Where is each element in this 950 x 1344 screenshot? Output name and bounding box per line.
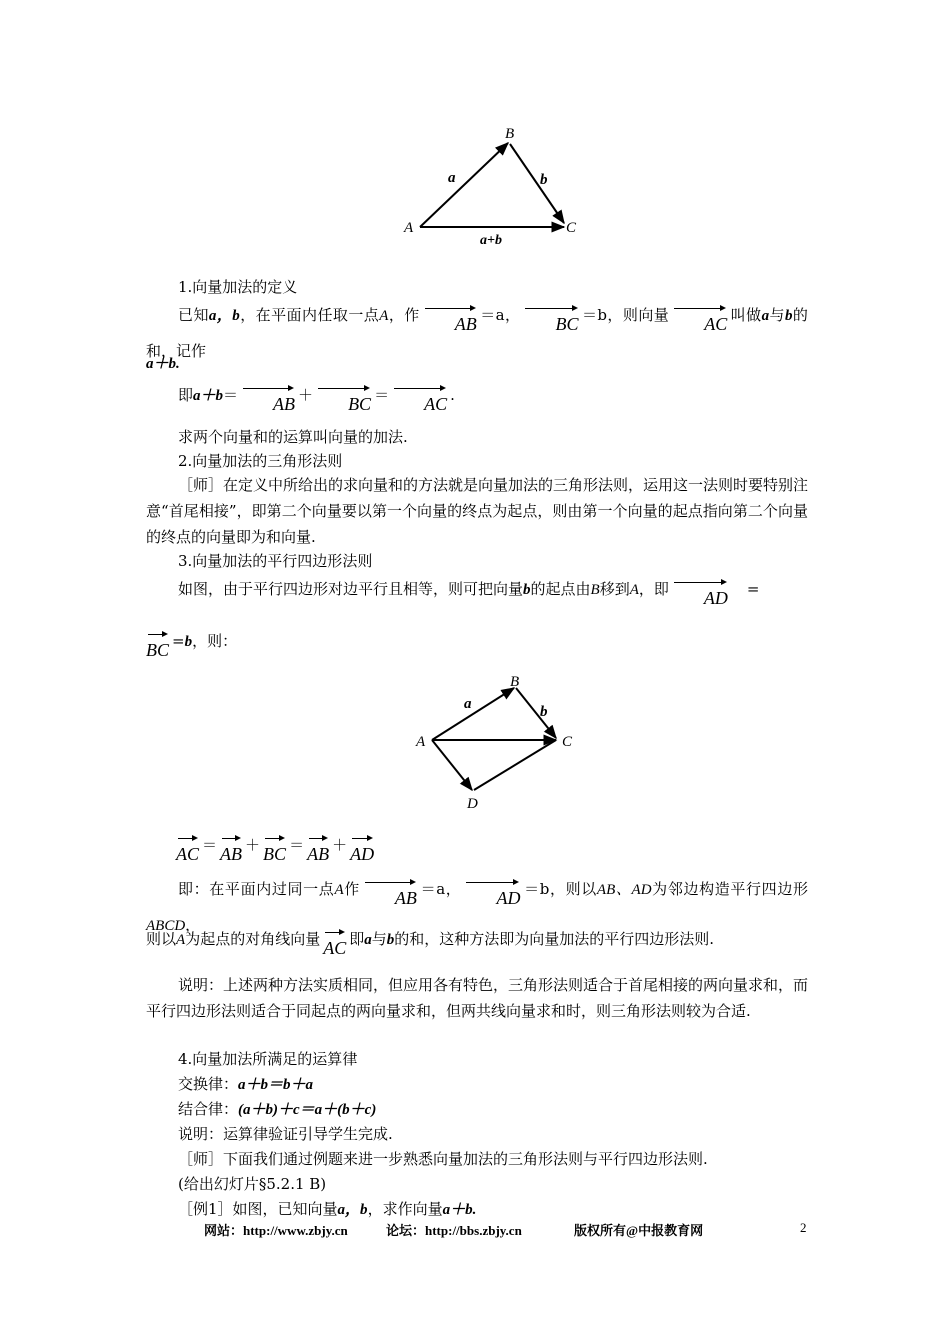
associative-law: 结合律：(a＋b)＋c＝a＋(b＋c) xyxy=(178,1100,377,1118)
point-label-C: C xyxy=(566,220,577,236)
parallelogram-rule-figure xyxy=(410,672,590,817)
label-sum: a+b xyxy=(480,233,502,245)
vector-BC: BC xyxy=(523,306,578,334)
example-1: ［例1］如图，已知向量a，b，求作向量a＋b. xyxy=(178,1200,477,1218)
footer-forum-link[interactable]: 论坛：http://bbs.zbjy.cn xyxy=(386,1223,522,1238)
sec3-line2: BC =b，则： xyxy=(146,632,238,660)
sec3-line1: 如图，由于平行四边形对边平行且相等，则可把向量b的起点由B移到A，即 AD = xyxy=(178,580,760,608)
footer-site-link[interactable]: 网站：http://www.zbjy.cn xyxy=(204,1223,348,1238)
slide-note: (给出幻灯片§5.2.1 B) xyxy=(178,1175,327,1193)
svg-text:a: a xyxy=(464,696,472,712)
sec1-definition-line1: 已知a，b，在平面内任取一点A，作 AB ＝a， BC ＝b，则向量 AC 叫做a与b的和，记作 xyxy=(146,306,808,360)
point-label-B: B xyxy=(505,126,515,142)
svg-text:A: A xyxy=(416,734,426,750)
teacher-remark: ［师］下面我们通过例题来进一步熟悉向量加法的三角形法则与平行四边形法则. xyxy=(178,1150,708,1168)
note-comparison: 说明：上述两种方法实质相同，但应用各有特色，三角形法则适合于首尾相接的两向量求和，而平行四边形法则适合于同起点的两向量求和，但两共线向量求和时，则三角形法则较为合适. xyxy=(146,976,809,1020)
triangle-rule-figure xyxy=(400,120,590,245)
sec2-text: ［师］在定义中所给出的求向量和的方法就是向量加法的三角形法则，运用这一法则时要特别注意“首尾相接”，即第二个向量要以第一个向量的终点为起点，则由第一个向量的起点指向第二个向量的终点的向量即为和向量. xyxy=(146,476,809,546)
sec1-definition-line2: a＋b. xyxy=(146,356,180,372)
sec1-title: 1.向量加法的定义 xyxy=(178,278,298,296)
sec2-title: 2.向量加法的三角形法则 xyxy=(178,452,343,470)
sec3b-line2: 则以A为起点的对角线向量 AC 即a与b的和，这种方法即为向量加法的平行四边形法则. xyxy=(146,930,715,958)
svg-text:D: D xyxy=(467,796,478,812)
page-number: 2 xyxy=(800,1220,807,1235)
commutative-law: 交换律：a＋b＝b＋a xyxy=(178,1075,314,1093)
sec3b-line1: 即：在平面内过同一点A作 AB ＝a， AD ＝b，则以AB、AD为邻边构造平行四边形ABCD， xyxy=(146,880,808,934)
parallelogram-equation: AC ＝ AB ＋ BC ＝ AB ＋ AD xyxy=(176,836,375,864)
svg-text:C: C xyxy=(562,734,573,750)
label-b: b xyxy=(540,172,548,188)
svg-text:B: B xyxy=(510,674,520,690)
sec1-addition-def: 求两个向量和的运算叫向量的加法. xyxy=(178,428,408,446)
sec4-title: 4.向量加法所满足的运算律 xyxy=(178,1050,358,1068)
svg-text:b: b xyxy=(540,704,548,720)
vector-b-arrow xyxy=(510,144,564,223)
vector-AC: AC xyxy=(672,306,727,334)
sec4-note: 说明：运算律验证引导学生完成. xyxy=(178,1125,393,1143)
vector-a-arrow xyxy=(420,143,508,227)
sec3-title: 3.向量加法的平行四边形法则 xyxy=(178,552,373,570)
vector-AB: AB xyxy=(423,306,477,334)
point-label-A: A xyxy=(404,220,414,236)
sec1-equation: 即a＋b＝ AB ＋ BC ＝ AC . xyxy=(178,386,455,414)
label-a: a xyxy=(448,170,456,186)
footer-copyright: 版权所有@中报教育网 xyxy=(574,1223,704,1238)
